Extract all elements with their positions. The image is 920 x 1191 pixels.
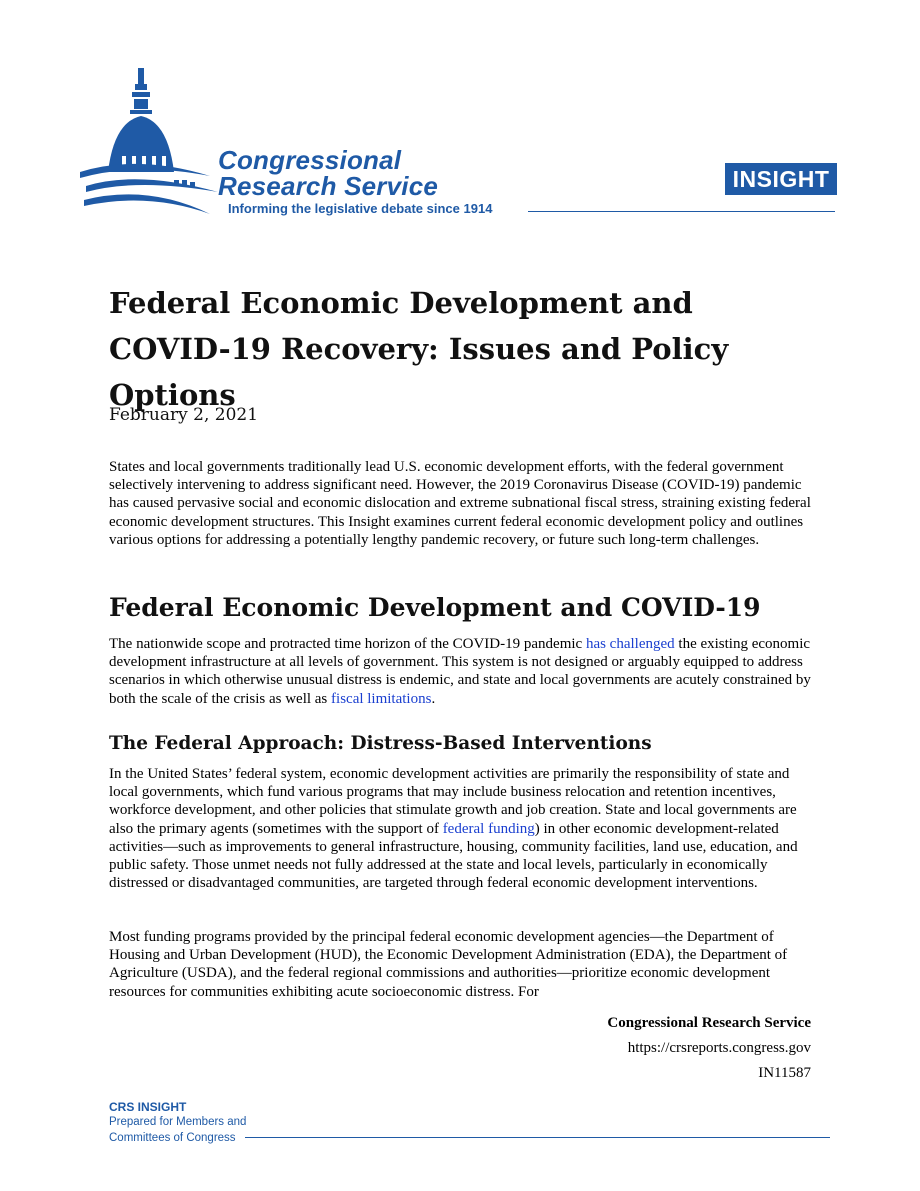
publication-date: February 2, 2021 bbox=[109, 405, 259, 425]
section2-paragraph-1 bbox=[109, 765, 811, 892]
section-heading-federal-approach: The Federal Approach: Distress-Based Interventions bbox=[109, 733, 652, 754]
text-run: In the United States’ federal system, economic development activities are primarily the responsibility of state and local governments, which fund various programs that may include business relocation and retention incentives, workforce development, and other policies that stimulate growth and job creation. State and local governments are also the primary agents (sometimes with the support of bbox=[109, 766, 797, 837]
section2-paragraph-2: Most funding programs provided by the principal federal economic development agencies—the Department of Housing and Urban Development (HUD), the Economic Development Administration (EDA), the Department of Agriculture (USDA), and the federal regional commissions and authorities—prioritize economic development resources for communities exhibiting acute socioeconomic distress. For bbox=[109, 929, 788, 1000]
capitol-dome-icon bbox=[78, 64, 228, 224]
link-fiscal-limitations[interactable]: fiscal limitations bbox=[331, 690, 432, 707]
text-run: the existing economic development infrastructure at all levels of government. This system is not designed or arguably equipped to address scenarios in which otherwise unusual distress is endemic, and state and local governments are acutely constrained by both the scale of the crisis as well as bbox=[109, 636, 811, 707]
footer-url: https://crsreports.congress.gov bbox=[627, 1040, 811, 1056]
section-heading-federal-economic-development: Federal Economic Development and COVID-19 bbox=[109, 593, 761, 622]
prepared-for-line1: Prepared for Members and bbox=[109, 1116, 247, 1128]
logo-tagline: Informing the legislative debate since 1914 bbox=[228, 201, 493, 216]
section1-paragraph bbox=[109, 635, 811, 708]
logo-org-line2: Research Service bbox=[218, 171, 439, 201]
link-has-challenged[interactable]: has challenged bbox=[585, 636, 675, 652]
page-title: Federal Economic Development and COVID-19 Recovery: Issues and Policy Options bbox=[109, 286, 729, 412]
link-federal-funding[interactable]: federal funding bbox=[442, 820, 535, 837]
footer-org-name: Congressional Research Service bbox=[607, 1015, 811, 1031]
header-divider bbox=[528, 211, 835, 212]
text-run: The nationwide scope and protracted time horizon of the COVID-19 pandemic bbox=[109, 636, 586, 652]
logo-org-line1: Congressional bbox=[218, 145, 402, 175]
text-run: ) in other economic development-related activities—such as improvements to general infrastructure, housing, community facilities, land use, education, and public safety. Those unmet needs not fully addressed at the state and local levels, particularly in economically distressed or disadvantaged communities, are targeted through federal economic development interventions. bbox=[109, 820, 798, 892]
crs-insight-label: CRS INSIGHT bbox=[109, 1100, 187, 1114]
prepared-for-line2: Committees of Congress bbox=[109, 1132, 236, 1144]
insight-badge: INSIGHT bbox=[725, 163, 837, 195]
text-run: . bbox=[431, 690, 436, 707]
bottom-divider bbox=[245, 1137, 830, 1138]
crs-insight-block bbox=[109, 1100, 246, 1146]
crs-logo bbox=[78, 64, 538, 224]
intro-paragraph: States and local governments traditionally lead U.S. economic development efforts, with the federal government selectively intervening to address significant need. However, the 2019 Coronavirus Disease (COVID-19) pandemic has caused pervasive social and economic dislocation and extreme subnational fiscal stress, straining existing federal economic development structures. This Insight examines current federal economic development policy and outlines various options for addressing a potentially lengthy pandemic recovery, or future such long-term challenges. bbox=[109, 459, 811, 548]
report-footer bbox=[607, 1011, 811, 1086]
report-id: IN11587 bbox=[758, 1065, 811, 1081]
